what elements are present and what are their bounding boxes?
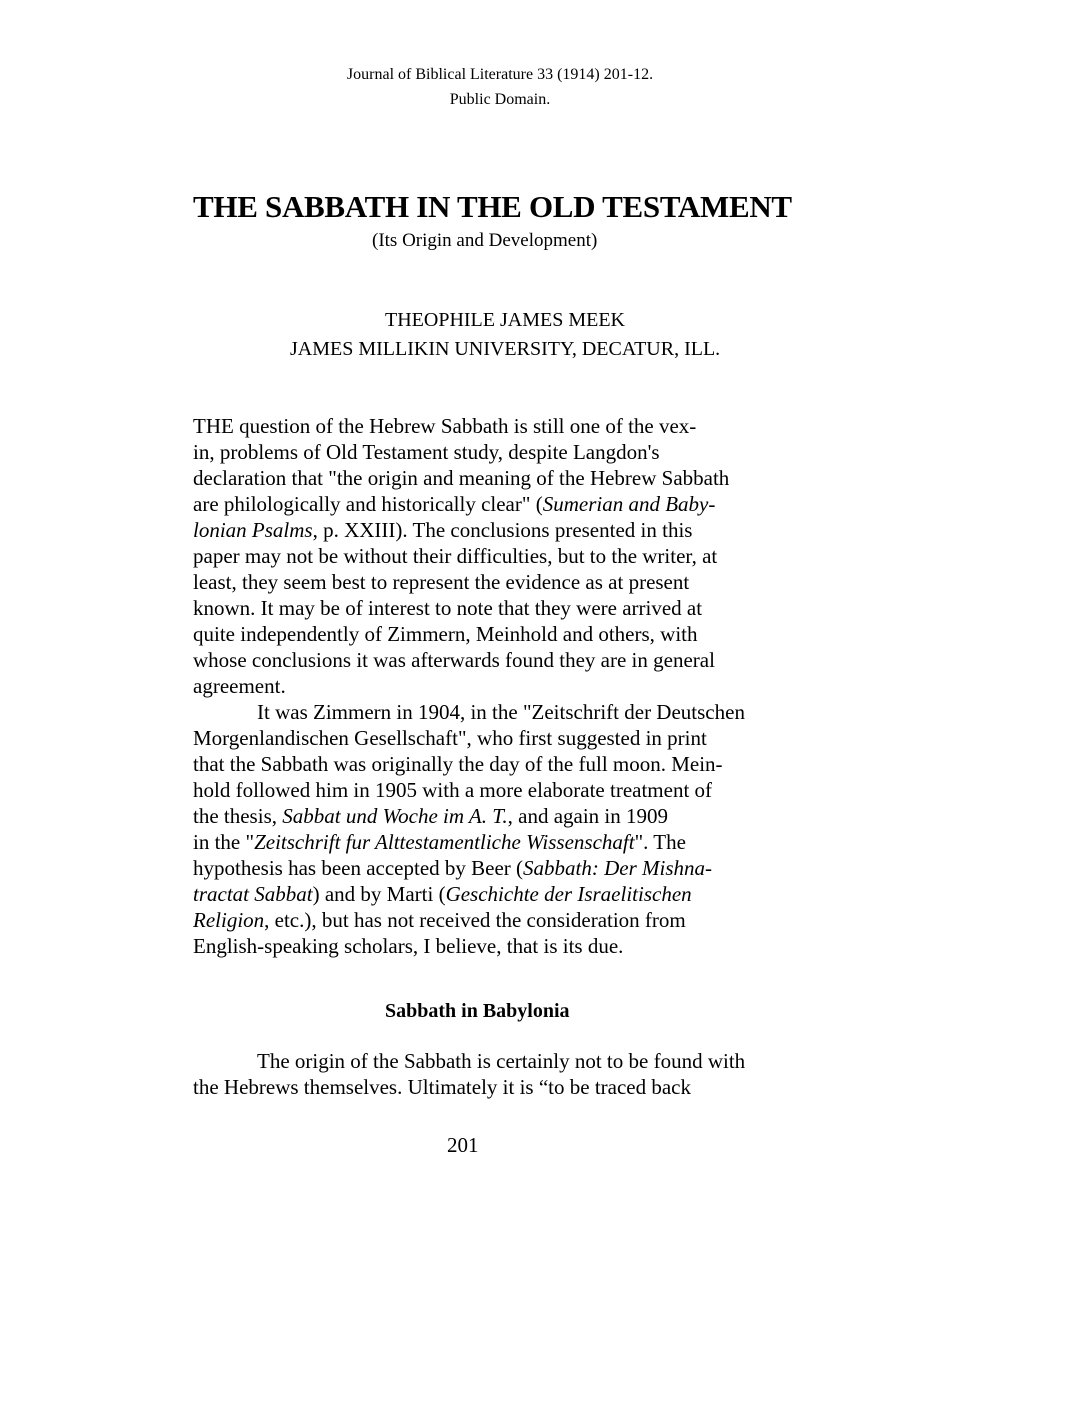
paragraph-1-line: declaration that "the origin and meaning of the Hebrew Sabbath — [193, 466, 730, 490]
paragraph-2-line: that the Sabbath was originally the day of the full moon. Mein- — [193, 752, 723, 776]
paragraph-1-line: quite independently of Zimmern, Meinhold and others, with — [193, 622, 698, 646]
paragraph-2-line: English-speaking scholars, I believe, that is its due. — [193, 934, 624, 958]
work-title-italic: Zeitschrift fur Alttestamentliche Wissenschaft — [254, 830, 635, 854]
work-title-italic: Sabbat und Woche im A. T. — [282, 804, 508, 828]
work-title-italic: lonian Psalms — [193, 518, 313, 542]
paragraph-3-line: The origin of the Sabbath is certainly not to be found with — [257, 1049, 746, 1073]
author-name: THEOPHILE JAMES MEEK — [385, 309, 625, 331]
paragraph-2-line: in the "Zeitschrift fur Alttestamentliche Wissenschaft". The — [193, 830, 686, 854]
work-title-italic: Sabbath: Der Mishna- — [523, 856, 713, 880]
work-title-italic: Sumerian and Baby- — [542, 492, 716, 516]
paragraph-1-line: are philologically and historically clear" (Sumerian and Baby- — [193, 492, 716, 516]
paragraph-1-line: least, they seem best to represent the evidence as at present — [193, 570, 690, 594]
author-affiliation: JAMES MILLIKIN UNIVERSITY, DECATUR, ILL. — [290, 338, 721, 360]
paragraph-2-line: Morgenlandischen Gesellschaft", who first suggested in print — [193, 726, 707, 750]
paragraph-3-line: the Hebrews themselves. Ultimately it is “to be traced back — [193, 1075, 692, 1099]
paragraph-2-line: the thesis, Sabbat und Woche im A. T., and again in 1909 — [193, 804, 669, 828]
paragraph-1-line: agreement. — [193, 674, 286, 698]
work-title-italic: Geschichte der Israelitischen — [445, 882, 692, 906]
work-title-italic: tractat Sabbat — [193, 882, 313, 906]
journal-citation: Journal of Biblical Literature 33 (1914) 201-12. — [346, 66, 654, 83]
page-number: 201 — [447, 1133, 479, 1157]
paragraph-1-line: THE question of the Hebrew Sabbath is still one of the vex- — [193, 414, 697, 438]
paragraph-1-line: lonian Psalms, p. XXIII). The conclusions presented in this — [193, 518, 693, 542]
paragraph-1-line: whose conclusions it was afterwards found they are in general — [193, 648, 715, 672]
paragraph-2-line: hypothesis has been accepted by Beer (Sabbath: Der Mishna- — [193, 856, 713, 880]
work-title-italic: Religion — [193, 908, 265, 932]
paragraph-1-line: paper may not be without their difficulties, but to the writer, at — [193, 544, 718, 568]
paragraph-1-line: in, problems of Old Testament study, despite Langdon's — [193, 440, 660, 464]
paragraph-1-line: known. It may be of interest to note that they were arrived at — [193, 596, 703, 620]
paragraph-2-line: tractat Sabbat) and by Marti (Geschichte der Israelitischen — [193, 882, 692, 906]
article-subtitle: (Its Origin and Development) — [372, 230, 598, 251]
paragraph-2-line: Religion, etc.), but has not received the consideration from — [193, 908, 686, 932]
section-heading: Sabbath in Babylonia — [385, 1000, 570, 1022]
paragraph-2-line: hold followed him in 1905 with a more elaborate treatment of — [193, 778, 713, 802]
article-title: THE SABBATH IN THE OLD TESTAMENT — [193, 189, 792, 224]
paragraph-2-line: It was Zimmern in 1904, in the "Zeitschrift der Deutschen — [257, 700, 745, 724]
public-domain-notice: Public Domain. — [449, 91, 551, 108]
